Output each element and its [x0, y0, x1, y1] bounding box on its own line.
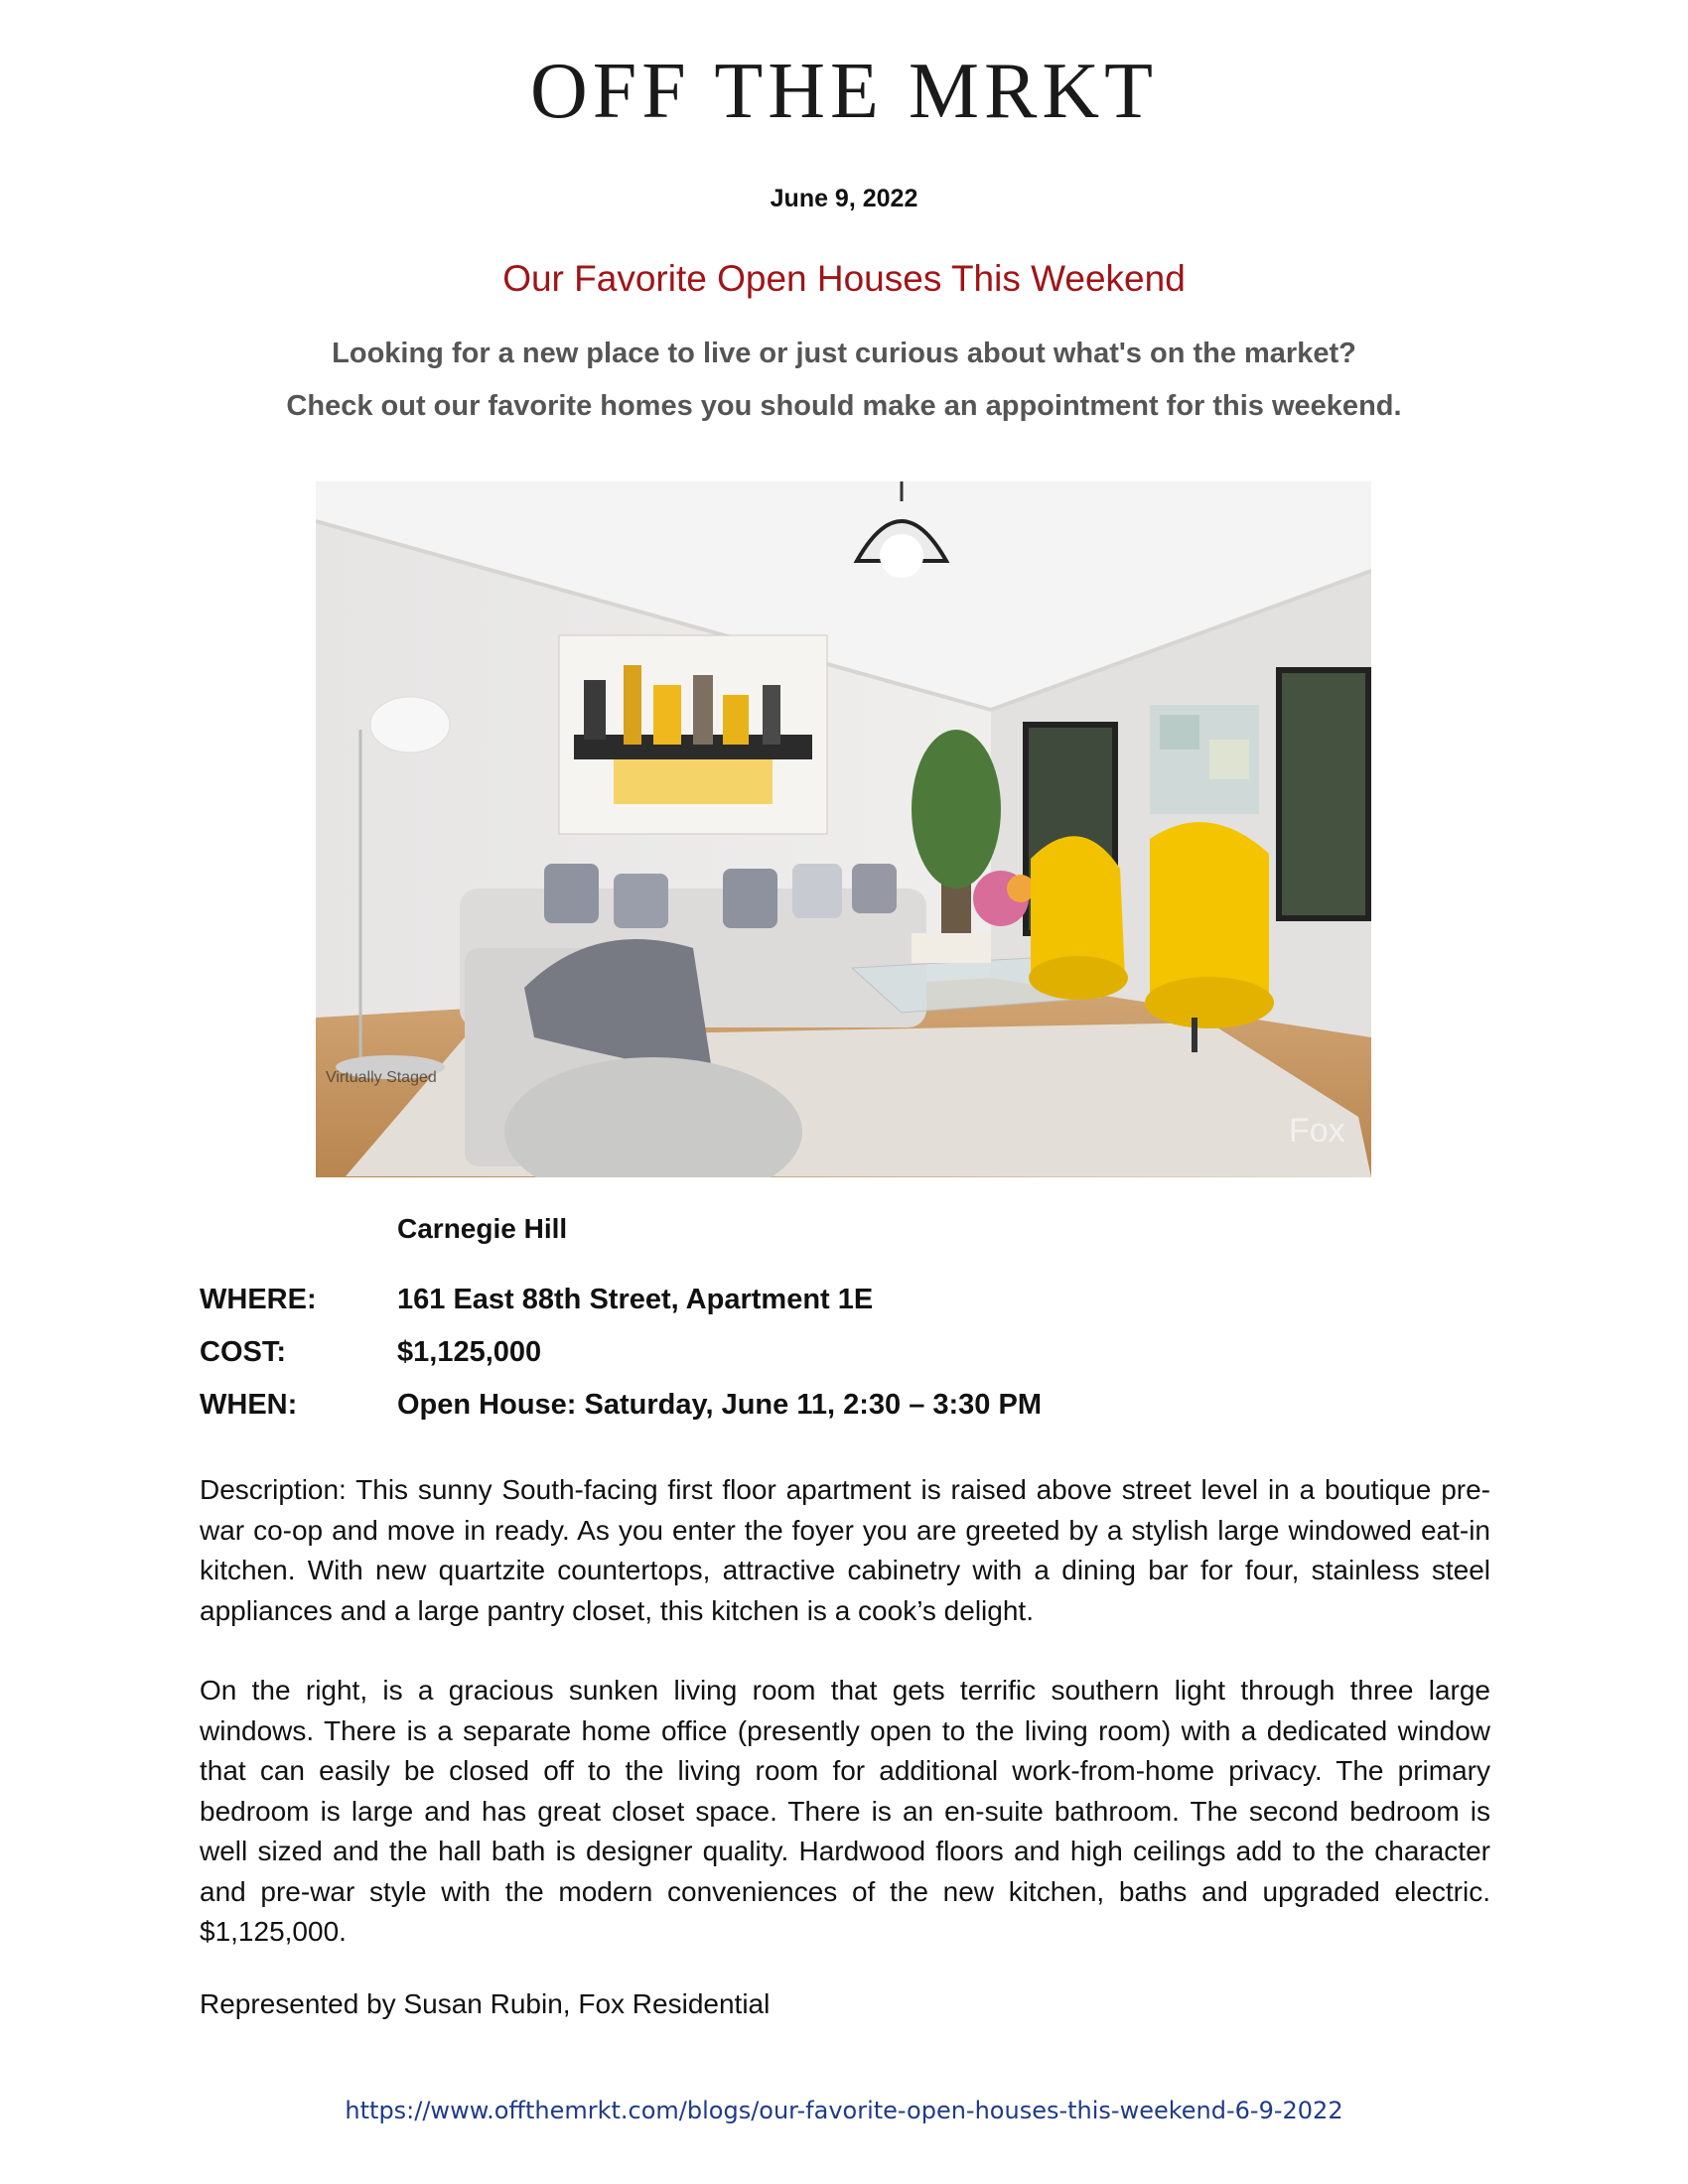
masthead-logo: OFF THE MRKT: [530, 48, 1158, 135]
cost-value: $1,125,000: [397, 1336, 542, 1368]
source-url-link[interactable]: https://www.offthemrkt.com/blogs/our-favorite-open-houses-this-weekend-6-9-2022: [345, 2097, 1343, 2124]
cost-label: COST:: [200, 1336, 286, 1368]
virtually-staged-watermark: Virtually Staged: [326, 1069, 437, 1086]
intro-line-1: Looking for a new place to live or just curious about what's on the market?: [332, 338, 1356, 369]
description-paragraph-1: Description: This sunny South-facing first floor apartment is raised above street level in a boutique pre-war co-op and move in ready. As you enter the foyer you are greeted by a stylish large windowed eat-in kitchen. With new quartzite countertops, attractive cabinetry with a dining bar for four, stainless steel appliances and a large pantry closet, this kitchen is a cook’s delight.: [200, 1474, 1490, 1626]
article-date: June 9, 2022: [770, 185, 918, 212]
where-value: 161 East 88th Street, Apartment 1E: [397, 1284, 874, 1315]
listing-photo: [316, 481, 1371, 1177]
description-paragraph-2: On the right, is a gracious sunken living room that gets terrific southern light through three large windows. There is a separate home office (presently open to the living room) with a dedicated window that can easily be closed off to the living room for additional work-from-home privacy. The primary bedroom is large and has great closet space. There is an en-suite bathroom. The second bedroom is well sized and the hall bath is designer quality. Hardwood floors and high ceilings add to the character and pre-war style with the modern conveniences of the new kitchen, baths and upgraded electric. $1,125,000.: [200, 1675, 1490, 1947]
represented-by: Represented by Susan Rubin, Fox Residential: [200, 1988, 771, 2019]
intro-line-2: Check out our favorite homes you should make an appointment for this weekend.: [286, 390, 1402, 422]
article-headline: Our Favorite Open Houses This Weekend: [502, 258, 1186, 299]
fox-watermark: Fox: [1289, 1112, 1345, 1150]
when-label: WHEN:: [200, 1389, 298, 1421]
when-value: Open House: Saturday, June 11, 2:30 – 3:30 PM: [397, 1389, 1042, 1421]
where-label: WHERE:: [200, 1284, 317, 1315]
listing-neighborhood: Carnegie Hill: [397, 1213, 568, 1244]
